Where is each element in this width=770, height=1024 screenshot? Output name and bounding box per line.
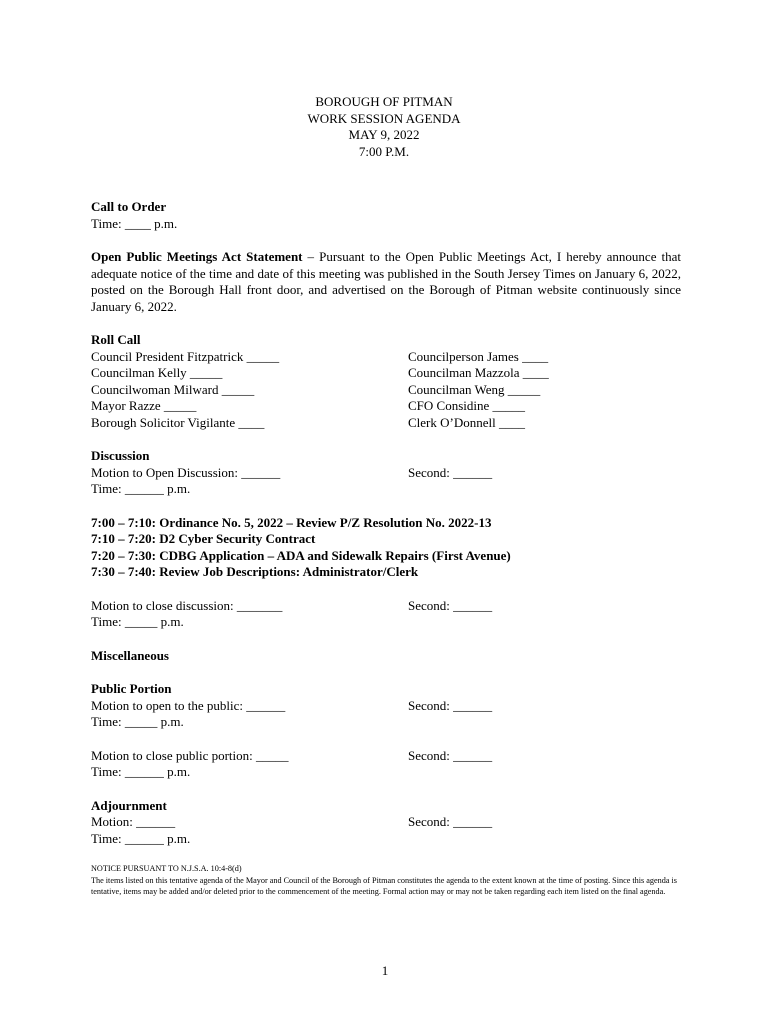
miscellaneous-title: Miscellaneous (91, 647, 169, 663)
opma-statement (91, 249, 681, 315)
discussion-title: Discussion (91, 448, 150, 463)
header-date: MAY 9, 2022 (348, 127, 420, 142)
adjournment-section (91, 798, 681, 848)
public-close-row (91, 748, 681, 765)
header-title: WORK SESSION AGENDA (307, 110, 461, 126)
roll-call-member: Council President Fitzpatrick _____ (91, 348, 280, 364)
roll-call-member: Councilman Weng _____ (408, 381, 541, 397)
agenda-items (91, 515, 681, 581)
public-close-second: Second: ______ (408, 747, 493, 763)
close-discussion-time: Time: _____ p.m. (91, 614, 184, 629)
discussion-second: Second: ______ (408, 464, 493, 480)
agenda-header (87, 94, 681, 160)
page-number: 1 (381, 963, 389, 978)
roll-call-right-column (408, 349, 681, 432)
header-time: 7:00 P.M. (358, 143, 410, 159)
adjournment-motion: Motion: ______ (91, 814, 176, 829)
public-portion-section (91, 681, 681, 781)
discussion-time: Time: ______ p.m. (91, 481, 191, 496)
roll-call-left-column (91, 349, 408, 432)
discussion-motion-row (91, 465, 681, 482)
adjournment-title: Adjournment (91, 797, 167, 813)
close-discussion-section (91, 598, 681, 631)
roll-call-section (91, 332, 681, 431)
close-discussion-motion: Motion to close discussion: _______ (91, 597, 283, 613)
notice-title: NOTICE PURSUANT TO N.J.S.A. 10:4-8(d) (91, 864, 242, 873)
header-borough: BOROUGH OF PITMAN (315, 94, 453, 109)
public-open-motion: Motion to open to the public: ______ (91, 697, 286, 713)
close-discussion-second: Second: ______ (408, 597, 493, 613)
adjournment-time: Time: ______ p.m. (91, 830, 191, 846)
roll-call-title: Roll Call (91, 332, 141, 347)
opma-text: – Pursuant to the Open Public Meetings Act, I hereby announce that adequate notice of the time and date of this meeting was published in the South Jersey Times on January 6, 2022, posted on the Borough Hall front door, and advertised on the Borough of Pitman website continuously since January 6, 2022. (91, 249, 681, 314)
call-to-order-time: Time: ____ p.m. (91, 215, 178, 231)
agenda-item: 7:20 – 7:30: CDBG Application – ADA and Sidewalk Repairs (First Avenue) (91, 547, 511, 563)
roll-call-member: Councilperson James ____ (408, 348, 549, 364)
roll-call-member: Mayor Razze _____ (91, 398, 197, 413)
public-open-second: Second: ______ (408, 697, 493, 713)
public-close-motion: Motion to close public portion: _____ (91, 747, 289, 763)
discussion-section (91, 448, 681, 498)
roll-call-member: Borough Solicitor Vigilante ____ (91, 414, 265, 430)
adjournment-row (91, 814, 681, 831)
public-open-row (91, 698, 681, 715)
legal-notice (91, 863, 686, 898)
agenda-item: 7:00 – 7:10: Ordinance No. 5, 2022 – Review P/Z Resolution No. 2022-13 (91, 514, 492, 530)
roll-call-member: Councilman Mazzola ____ (408, 365, 549, 380)
public-portion-title: Public Portion (91, 681, 172, 696)
call-to-order-title: Call to Order (91, 199, 167, 214)
roll-call-member: Clerk O’Donnell ____ (408, 414, 525, 430)
close-discussion-row (91, 598, 681, 615)
public-open-time: Time: _____ p.m. (91, 714, 184, 729)
roll-call-row (91, 349, 681, 432)
agenda-item: 7:30 – 7:40: Review Job Descriptions: Administrator/Clerk (91, 564, 419, 579)
adjournment-second: Second: ______ (408, 814, 493, 829)
roll-call-member: Councilman Kelly _____ (91, 365, 223, 380)
roll-call-member: CFO Considine _____ (408, 398, 526, 413)
call-to-order-section (91, 199, 681, 232)
public-close-time: Time: ______ p.m. (91, 764, 191, 779)
roll-call-member: Councilwoman Milward _____ (91, 381, 255, 397)
opma-title: Open Public Meetings Act Statement (91, 249, 303, 264)
agenda-item: 7:10 – 7:20: D2 Cyber Security Contract (91, 531, 316, 546)
discussion-motion: Motion to Open Discussion: ______ (91, 464, 281, 480)
notice-text: The items listed on this tentative agenda of the Mayor and Council of the Borough of Pitman constitutes the agenda to the extent known at the time of posting. Since this agenda is tentative, items may be added and/or deleted prior to the commencement of the meeting. Formal action may or may not be taken regarding each item listed on the final agenda. (91, 875, 677, 897)
agenda-content (91, 94, 681, 847)
